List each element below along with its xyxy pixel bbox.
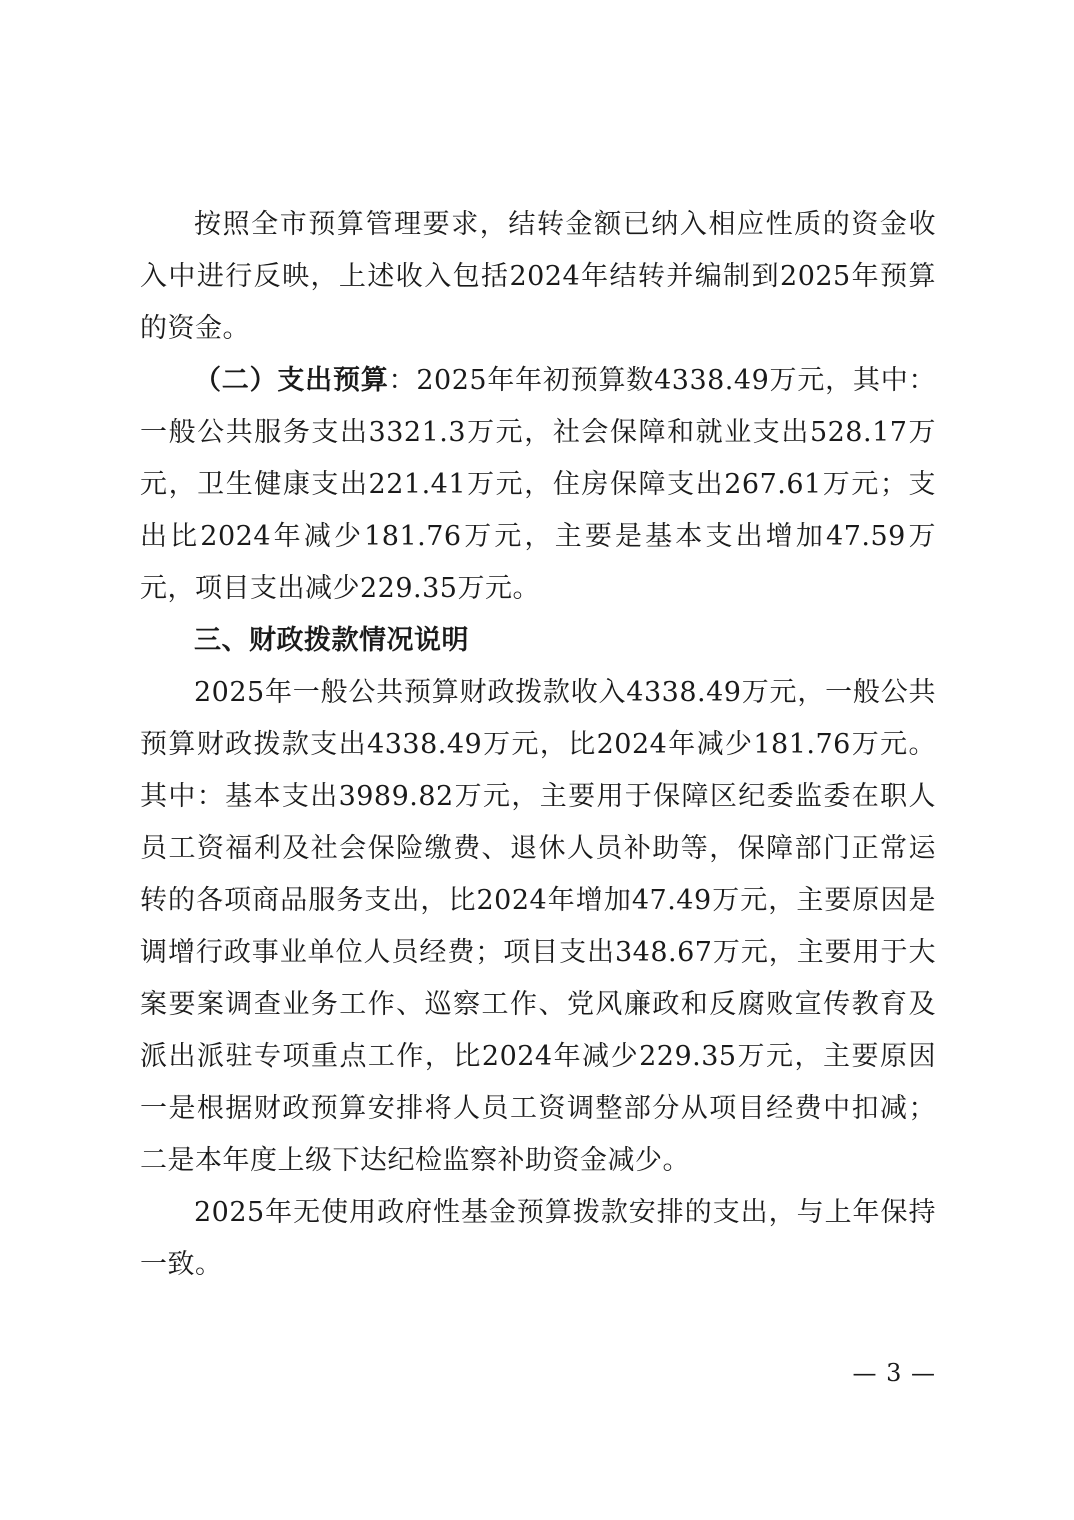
body-text — [140, 199, 936, 1291]
paragraph-expenditure-budget — [140, 355, 936, 615]
subheading-expenditure-budget: （二）支出预算 — [194, 365, 389, 396]
expenditure-budget-text: ：2025年年初预算数4338.49万元，其中：一般公共服务支出3321.3万元，社会保障和就业支出528.17万元，卫生健康支出221.41万元，住房保障支出267.61万元；支出比2024年减少181.76万元，主要是基本支出增加47.59万元，项目支出减少229.35万元。 — [140, 365, 936, 604]
section-heading-appropriation: 三、财政拨款情况说明 — [194, 625, 469, 656]
paragraph-appropriation-details: 2025年一般公共预算财政拨款收入4338.49万元，一般公共预算财政拨款支出4338.49万元，比2024年减少181.76万元。其中：基本支出3989.82万元，主要用于保障区纪委监委在职人员工资福利及社会保险缴费、退休人员补助等，保障部门正常运转的各项商品服务支出，比2024年增加47.49万元，主要原因是调增行政事业单位人员经费；项目支出348.67万元，主要用于大案要案调查业务工作、巡察工作、党风廉政和反腐败宣传教育及派出派驻专项重点工作，比2024年减少229.35万元，主要原因一是根据财政预算安排将人员工资调整部分从项目经费中扣减；二是本年度上级下达纪检监察补助资金减少。 — [140, 677, 936, 1176]
paragraph-government-fund: 2025年无使用政府性基金预算拨款安排的支出，与上年保持一致。 — [140, 1197, 936, 1280]
paragraph-carryover-note: 按照全市预算管理要求，结转金额已纳入相应性质的资金收入中进行反映，上述收入包括2024年结转并编制到2025年预算的资金。 — [140, 209, 936, 344]
page-number: — 3 — — [852, 1359, 936, 1387]
